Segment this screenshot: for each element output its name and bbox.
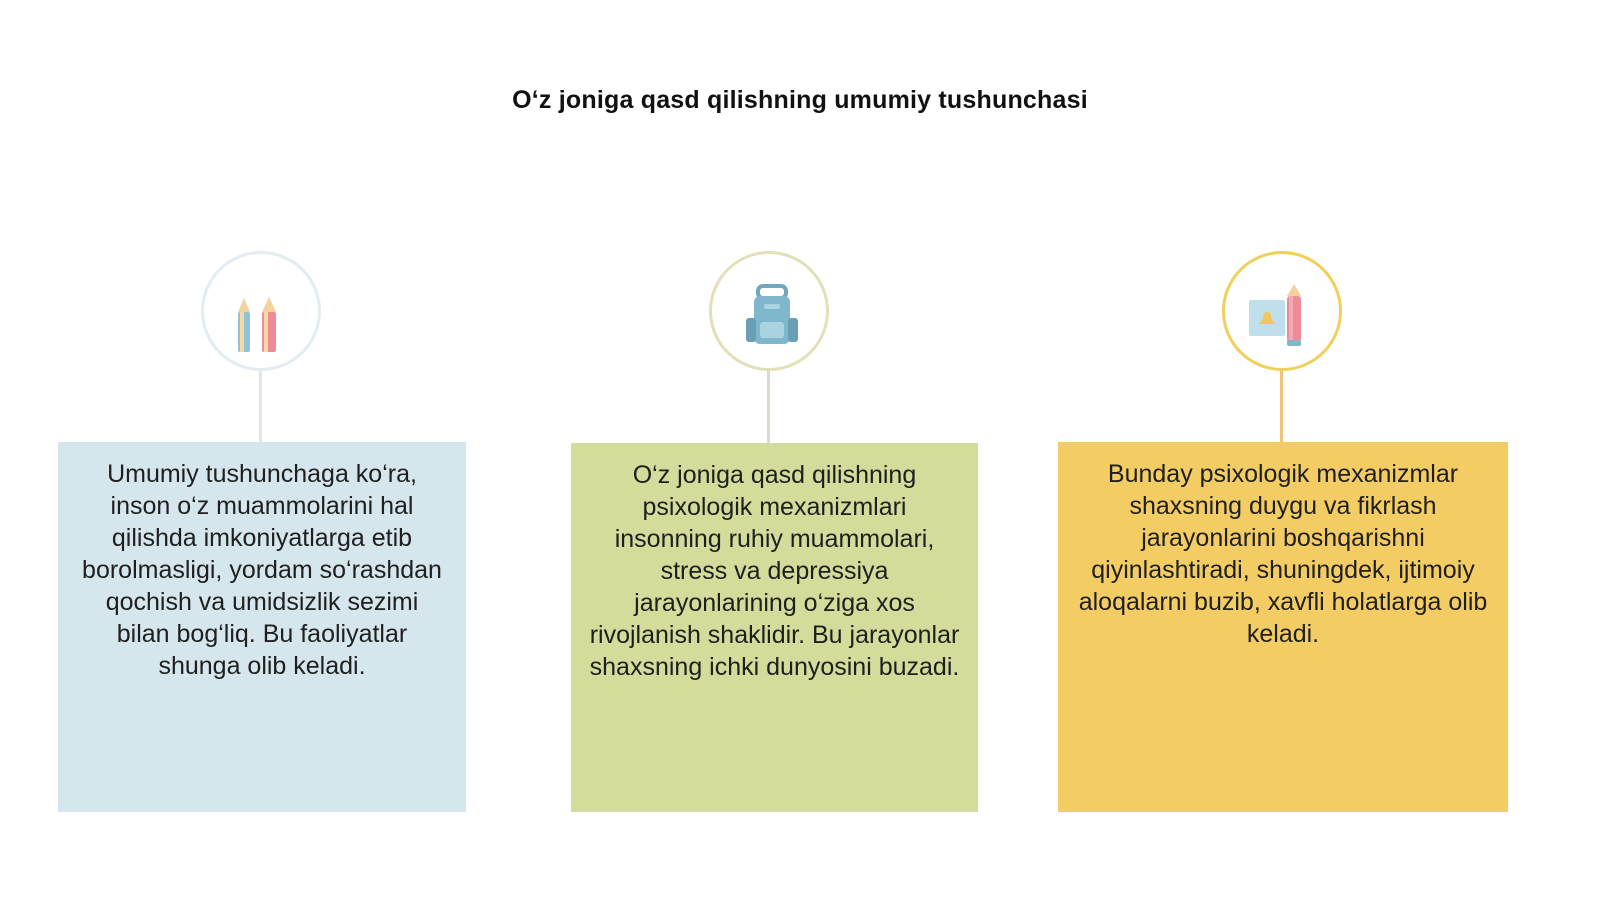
slide-title: O‘z joniga qasd qilishning umumiy tushunchasi bbox=[512, 86, 1088, 114]
icon-circle-2 bbox=[709, 251, 829, 371]
card-text-1: Umumiy tushunchaga ko‘ra, inson o‘z muammolarini hal qilishda imkoniyatlarga etib borolmasligi, yordam so‘rashdan qochish va umidsizlik sezimi bilan bog‘liq. Bu faoliyatlar shunga olib keladi. bbox=[82, 460, 442, 680]
pencils-icon bbox=[204, 254, 324, 374]
info-card-2 bbox=[571, 443, 978, 812]
card-text-3: Bunday psixologik mexanizmlar shaxsning duygu va fikrlash jarayonlarini boshqarishni qiyinlashtiradi, shuningdek, ijtimoiy aloqalarni buzib, xavfli holatlarga olib keladi. bbox=[1078, 460, 1488, 648]
connector-line-2 bbox=[767, 371, 770, 443]
icon-circle-1 bbox=[201, 251, 321, 371]
info-card-1 bbox=[58, 442, 466, 812]
icon-circle-3 bbox=[1222, 251, 1342, 371]
connector-line-1 bbox=[259, 371, 262, 443]
backpack-icon bbox=[712, 254, 832, 374]
card-text-2: O‘z joniga qasd qilishning psixologik mexanizmlari insonning ruhiy muammolari, stress va depressiya jarayonlarining o‘ziga xos rivojlanish shaklidir. Bu jarayonlar shaxsning ichki dunyosini buzadi. bbox=[589, 461, 960, 681]
info-card-3 bbox=[1058, 442, 1508, 812]
drawing-icon bbox=[1225, 254, 1345, 374]
connector-line-3 bbox=[1280, 371, 1283, 443]
